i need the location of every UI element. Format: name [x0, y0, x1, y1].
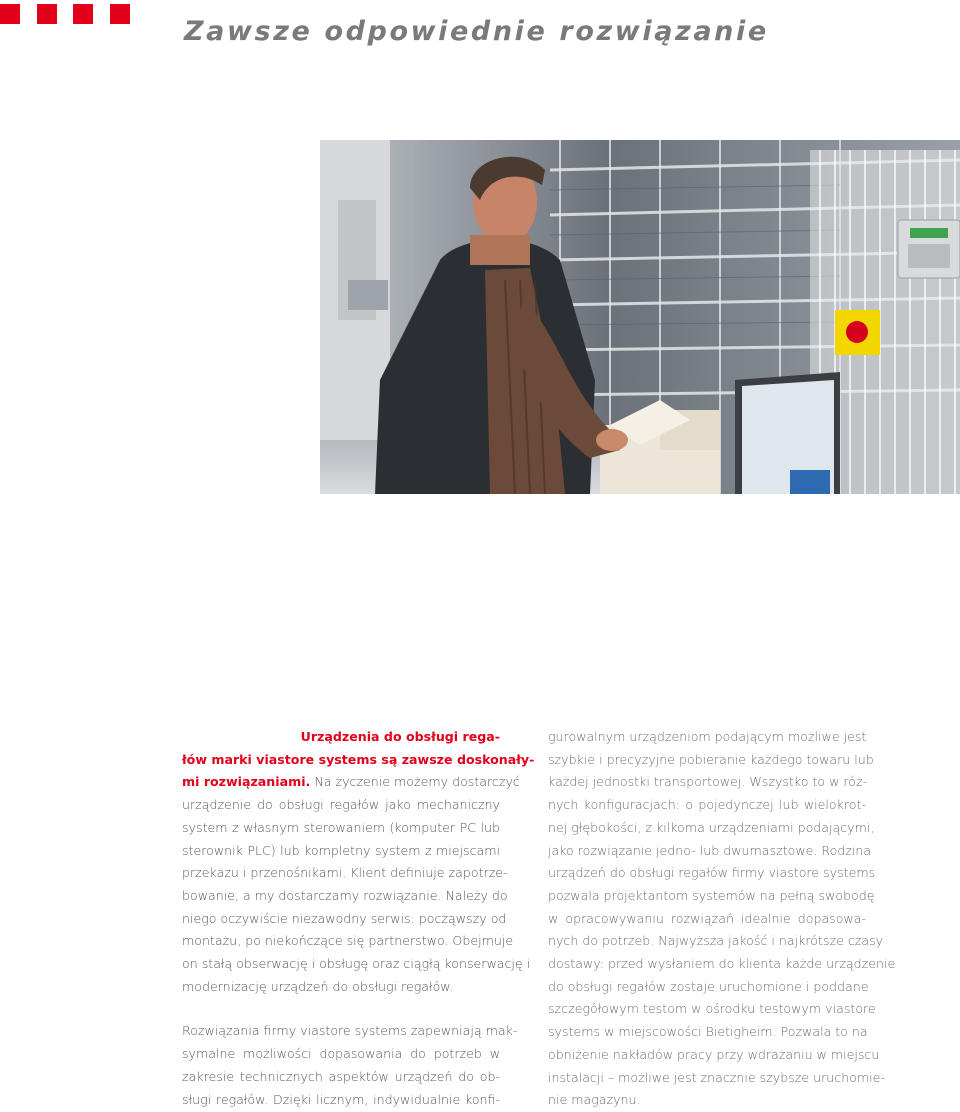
- text-line: łów marki viastore systems są zawsze doskonały-: [182, 751, 535, 767]
- text-line: urządzenie do obsługi regałów jako mechaniczny: [182, 797, 500, 813]
- text-line: modernizację urządzeń do obsługi regałów.: [182, 978, 454, 994]
- text-line: on stałą obserwację i obsługę oraz ciągłą konserwację i: [182, 956, 531, 972]
- text-line: gurowalnym urządzeniom podającym możliwe jest: [548, 729, 867, 744]
- text-line: nej głębokości, z kilkoma urządzeniami podającymi,: [548, 819, 875, 835]
- text-line: nie magazynu.: [548, 1092, 641, 1108]
- text-line: Urządzenia do obsługi rega-: [300, 729, 500, 744]
- text-line: szczegółowym testom w ośrodku testowym viastore: [548, 1001, 876, 1017]
- text-line: system z własnym sterowaniem (komputer PC lub: [182, 819, 500, 835]
- text-line: montażu, po niekończące się partnerstwo. Obejmuje: [182, 933, 514, 949]
- text-line: bowanie, a my dostarczamy rozwiązanie. Należy do: [182, 887, 508, 903]
- text-line: obniżenie nakładów pracy przy wdrażaniu w miejscu: [548, 1046, 880, 1062]
- text-line: symalne możliwości dopasowania do potrzeb w: [182, 1046, 500, 1062]
- text-line: dostawy: przed wysłaniem do klienta każde urządzenie: [548, 956, 896, 972]
- text-line: szybkie i precyzyjne pobieranie każdego towaru lub: [548, 751, 874, 767]
- text-line: Rozwiązania firmy viastore systems zapewniają mak-: [182, 1023, 518, 1039]
- warehouse-operator-photo: [320, 140, 960, 494]
- text-line: pozwala projektantom systemów na pełną swobodę: [548, 887, 875, 903]
- text-line: do obsługi regałów zostaje uruchomione i poddane: [548, 978, 869, 994]
- text-line: sterownik PLC) lub kompletny system z miejscami: [182, 842, 500, 858]
- text-column-right: [548, 726, 896, 1112]
- text-line: zakresie technicznych aspektów urządzeń do ob-: [182, 1068, 500, 1084]
- text-line: nych konfiguracjach: o pojedynczej lub wielokrot-: [548, 797, 866, 813]
- text-line: sługi regałów. Dzięki licznym, indywidualnie konfi-: [182, 1091, 500, 1107]
- text-line: niego oczywiście niezawodny serwis: począwszy od: [182, 910, 507, 926]
- accent-square-3: [73, 4, 93, 24]
- text-line: urządzeń do obsługi regałów firmy viastore systems: [548, 865, 876, 881]
- accent-square-2: [37, 4, 57, 24]
- text-line: systems w miejscowości Bietigheim. Pozwala to na: [548, 1024, 868, 1040]
- text-line: instalacji – możliwe jest znacznie szybsze uruchomie-: [548, 1069, 885, 1085]
- text-line: w opracowywaniu rozwiązań idealnie dopasowa-: [548, 910, 866, 926]
- accent-square-4: [110, 4, 130, 24]
- text-line: nych do potrzeb. Najwyższa jakość i najkrótsze czasy: [548, 933, 884, 949]
- text-line: przekazu i przenośnikami. Klient definiuje zapotrze-: [182, 865, 508, 881]
- text-line: jako rozwiązanie jedno- lub dwumasztowe. Rodzina: [548, 842, 872, 858]
- text-column-left: [182, 726, 535, 1111]
- page-title: Zawsze odpowiednie rozwiązanie: [184, 16, 769, 48]
- text-line: mi rozwiązaniami. Na życzenie możemy dostarczyć: [182, 774, 520, 790]
- accent-square-1: [0, 4, 20, 24]
- text-line: każdej jednostki transportowej. Wszystko to w róż-: [548, 774, 868, 790]
